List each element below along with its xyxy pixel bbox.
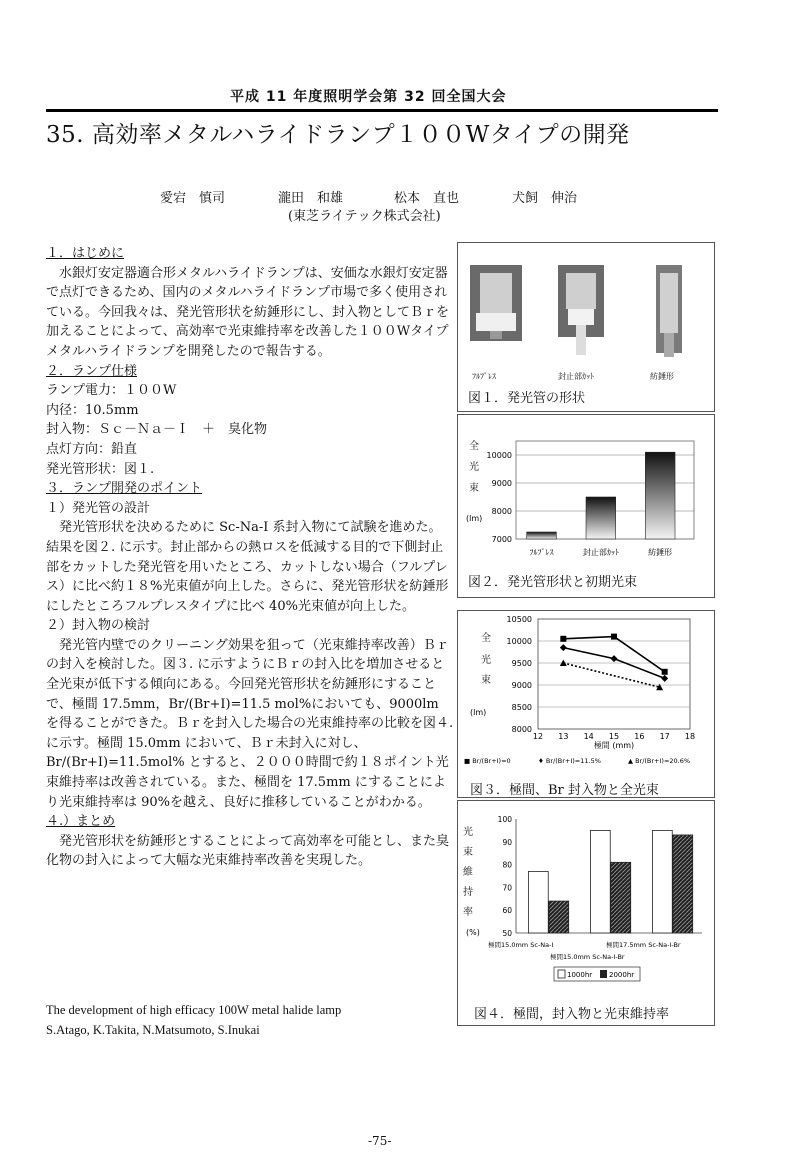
fig3-legend-entry: ■ Br/(Br+I)=0 — [464, 757, 511, 765]
fig1-label-full-press: ﾌﾙﾌﾟﾚｽ — [472, 372, 496, 381]
fig4-bar — [652, 830, 672, 933]
fig4-legend-label: 2000hr — [609, 971, 635, 979]
fig4-legend-label: 1000hr — [567, 971, 593, 979]
spec-fill: 封入物：Ｓｃ－Ｎａ－Ｉ ＋ 臭化物 — [46, 422, 268, 438]
section-heading-2: ２．ランプ仕様 — [46, 363, 138, 379]
fig4-xtick-label: 極間15.0mm Sc-Na-I-Br — [550, 953, 625, 961]
fig2-bar — [527, 532, 557, 539]
fig1-caption: 図１．発光管の形状 — [468, 391, 586, 406]
fig4-ylabel-char-2: 束 — [463, 847, 473, 858]
photo-spindle — [656, 265, 682, 357]
spec-power: ランプ電力：１００W — [46, 383, 177, 399]
fig2-ylabel-char-2: 光 — [469, 462, 479, 473]
fig3-ylabel-char-2: 光 — [481, 655, 491, 666]
fig4-bar — [528, 871, 548, 933]
affiliation: (東芝ライテック株式会社) — [288, 209, 441, 224]
section-heading-1: １．はじめに — [46, 246, 125, 261]
fig2-xtick-label: 封止部ｶｯﾄ — [582, 548, 619, 557]
fig4-caption: 図４．極間，封入物と光束維持率 — [474, 1007, 670, 1022]
fig3-ylabel-unit: (lm) — [470, 708, 487, 717]
fig4-bar — [673, 835, 693, 933]
fig2-caption: 図２．発光管形状と初期光束 — [468, 575, 638, 590]
paper-title: 35. 高効率メタルハライドランプ１００Wタイプの開発 — [46, 122, 630, 148]
fig4-legend-swatch — [600, 970, 607, 978]
fig4-xtick-label: 極間17.5mm Sc-Na-I-Br — [606, 941, 681, 949]
section-heading-3: ３．ランプ開発のポイント — [46, 481, 203, 497]
fig3-legend-entry: ▲ Br/(Br+I)=20.6% — [628, 757, 691, 765]
fig2-bar — [645, 452, 675, 539]
spec-diameter: 内径：10.5mm — [46, 402, 139, 418]
fig4-ytick-label: 100 — [497, 815, 512, 824]
body-text — [46, 244, 454, 871]
english-authors: S.Atago, K.Takita, N.Matsumoto, S.Inukai — [46, 1023, 260, 1037]
author-4: 犬飼 伸治 — [512, 191, 578, 206]
spec-shape: 発光管形状：図１. — [46, 461, 155, 477]
fig3-xtick-label: 18 — [684, 732, 696, 741]
fig2-ylabel-char-1: 全 — [469, 441, 479, 452]
photo-full-press — [470, 265, 522, 341]
figure-1 — [457, 242, 715, 412]
fig3-ytick-label: 10500 — [506, 615, 532, 624]
fig2-xtick-label: 紡錘形 — [648, 548, 673, 557]
fig2-ylabel-unit: (lm) — [466, 514, 483, 523]
figure-4 — [457, 800, 715, 1026]
fig3-xtick-label: 12 — [532, 732, 544, 741]
fig3-xtick-label: 17 — [659, 732, 670, 741]
fig1-label-seal-cut: 封止部ｶｯﾄ — [558, 372, 594, 381]
fig4-chart — [458, 801, 714, 997]
fig3-ylabel-char-3: 束 — [481, 675, 491, 686]
fig3-xtick-label: 15 — [608, 732, 620, 741]
fig3-ytick-label: 8000 — [511, 725, 532, 734]
section-1-text: 水銀灯安定器適合形メタルハライドランプは、安価な水銀灯安定器で点灯できるため、国内のメタルハライドランプ市場で多く使用されている。今回我々は、発光管形状を紡錘形にし、封入物としてＢｒを加えることによって、高効率で光束維持率を改善した１００Wタイプメタルハライドランプを開発したので報告する。 — [46, 265, 450, 359]
section-4-text: 発光管形状を紡錘形とすることによって高効率を可能とし、また臭化物の封入によって大幅な光束維持率改善を実現した。 — [46, 833, 450, 869]
author-3: 松本 直也 — [394, 191, 460, 206]
fig4-ytick-label: 60 — [502, 906, 512, 916]
photo-seal-cut — [558, 265, 604, 355]
fig2-ytick-label: 8000 — [491, 507, 512, 516]
page-number: -75- — [368, 1134, 392, 1148]
fig4-ylabel-char-5: 率 — [463, 907, 473, 918]
subsection-heading-3-1: １）発光管の設計 — [46, 500, 151, 516]
fig3-ytick-label: 9000 — [511, 681, 532, 690]
fig3-xtick-label: 16 — [634, 732, 645, 741]
conference-title: 平成 11 年度照明学会第 32 回全国大会 — [230, 89, 507, 105]
figure-3 — [457, 610, 715, 798]
fig4-ytick-label: 90 — [502, 837, 512, 847]
fig3-caption: 図３．極間、Br 封入物と全光束 — [470, 783, 659, 798]
figure-2 — [457, 414, 715, 598]
fig2-ytick-label: 9000 — [491, 479, 512, 488]
author-2: 瀧田 和雄 — [278, 191, 344, 206]
fig2-ylabel-char-3: 束 — [469, 483, 479, 494]
fig3-point — [560, 636, 566, 642]
english-block — [46, 1000, 341, 1040]
author-1: 愛宕 慎司 — [160, 191, 226, 206]
section-heading-4: ４.）まとめ — [46, 814, 116, 830]
fig2-chart — [458, 415, 714, 565]
fig3-chart — [458, 611, 714, 773]
fig4-ylabel-char-4: 持 — [463, 887, 473, 898]
fig3-point — [662, 669, 668, 675]
fig4-ylabel-unit: (%) — [466, 928, 480, 937]
fig4-ylabel-char-1: 光 — [463, 827, 473, 838]
spec-direction: 点灯方向：鉛直 — [46, 441, 138, 457]
fig3-ylabel-char-1: 全 — [481, 633, 491, 644]
arc-tube-photos — [458, 243, 714, 383]
fig4-ylabel-char-3: 維 — [463, 867, 473, 878]
fig2-bar — [586, 497, 616, 539]
subsection-3-2-text: 発光管内壁でのクリーニング効果を狙って（光束維持率改善）Ｂｒの封入を検討した。図３. に示すようにＢｒの封入比を増加させると全光束が低下する傾向にある。今回発光管形状を紡錘形にすることで、極間 17.5mm，Br/(Br+I)=11.5 mol%においても、9000lm を得ることができた。Ｂｒを封入した場合の光束維持率の比較を図４. に示す。極間 15.0mm において、Ｂｒ未封入に対し、Br/(Br+I)=11.5mol% とすると、２０００時間で約１８ポイント光束維持率は改善されている。また、極間を 17.5mm にすることにより光束維持率は 90%を越え、良好に推移していることがわかる。 — [46, 637, 454, 810]
fig3-xtick-label: 13 — [558, 732, 569, 741]
fig2-ytick-label: 7000 — [491, 535, 512, 544]
fig3-xtick-label: 14 — [583, 732, 594, 741]
fig2-xtick-label: ﾌﾙﾌﾟﾚｽ — [529, 548, 554, 557]
fig3-ytick-label: 8500 — [511, 703, 532, 712]
subsection-3-1-text: 発光管形状を決めるために Sc-Na-I 系封入物にて試験を進めた。結果を図２. に示す。封止部からの熱ロスを低減する目的で下側封止部をカットした発光管を用いたところ、カットしない場合（フルプレス）に比べ約１８%光束値が向上した。さらに、発光管形状を紡錘形にしたところフルプレスタイプに比べ 40%光束値が向上した。 — [46, 520, 449, 614]
fig4-bar — [611, 862, 631, 933]
fig4-ytick-label: 70 — [502, 883, 512, 893]
title-rule — [46, 109, 718, 112]
fig4-xtick-label: 極間15.0mm Sc-Na-I — [488, 941, 554, 949]
fig1-label-spindle: 紡錘形 — [650, 372, 674, 381]
fig4-ytick-label: 80 — [502, 860, 512, 870]
english-title: The development of high efficacy 100W metal halide lamp — [46, 1003, 342, 1017]
fig2-ytick-label: 10000 — [486, 451, 512, 460]
fig3-legend-entry: ♦ Br/(Br+I)=11.5% — [538, 757, 601, 765]
fig3-xlabel: 極間 (mm) — [593, 741, 635, 750]
fig4-bar — [549, 901, 569, 933]
fig3-ytick-label: 10000 — [506, 637, 532, 646]
subsection-heading-3-2: ２）封入物の検討 — [46, 618, 151, 634]
fig3-point — [611, 634, 617, 640]
fig4-ytick-label: 50 — [502, 929, 512, 938]
fig4-bar — [590, 830, 610, 933]
fig4-legend-swatch — [558, 970, 565, 978]
fig3-ytick-label: 9500 — [511, 659, 532, 668]
